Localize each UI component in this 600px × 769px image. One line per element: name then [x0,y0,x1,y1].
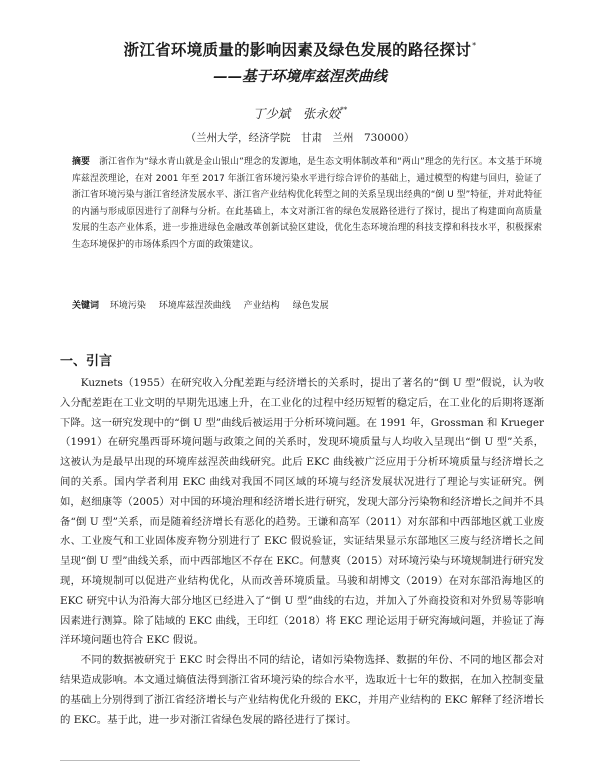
keywords-label: 关键词 [72,301,100,311]
affiliation: （兰州大学，经济学院 甘肃 兰州 730000） [185,132,415,144]
keyword: 环境库兹涅茨曲线 [158,301,231,311]
body-text [60,374,544,730]
keyword: 绿色发展 [292,301,329,311]
paper-title [0,38,600,60]
title-footnote-mark: * [472,41,477,50]
author-names: 丁少斌 张永姣 [252,106,341,121]
keyword: 环境污染 [109,301,146,311]
paragraph: Kuznets（1955）在研究收入分配差距与经济增长的关系时，提出了著名的“倒 U 型”假说，认为收入分配差距在工业文明的早期先迅速上升，在工业化的过程中经历短暂的稳定后，在工业化的后期将逐渐下降。这一研究发现中的“倒 U 型”曲线后被运用于分析环境问题。在 1991 年，Grossman 和 Krueger（1991）在研究墨西哥环境问题与政策之间的关系时，发现环境质量与人均收入呈现出“倒 U 型”关系，这被认为是最早出现的环境库兹涅茨曲线研究。此后 EKC 曲线被广泛应用于分析环境质量与经济增长之间的关系。国内学者利用 EKC 曲线对我国不同区域的环境与经济发展状况进行了理论与实证研究。例如，赵细康等（2005）对中国的环境治理和经济增长进行研究，发现大部分污染物和经济增长之间并不具备“倒 U 型”关系，而是随着经济增长有恶化的趋势。王谦和高军（2011）对东部和中西部地区就工业废水、工业废气和工业固体废弃物分别进行了 EKC 假说验证，实证结果显示东部地区三废与经济增长之间呈现“倒 U 型”曲线关系，而中西部地区不存在 EKC。何慧爽（2015）对环境污染与环境规制进行研究发现，环境规制可以促进产业结构优化，从而改善环境质量。马骏和胡博文（2019）在对东部沿海地区的 EKC 研究中认为沿海大部分地区已经进入了“倒 U 型”曲线的右边，并加入了外商投资和对外贸易等影响因素进行测算。除了陆域的 EKC 曲线，王印红（2018）将 EKC 理论运用于研究海域问题，并验证了海洋环境问题也符合 EKC 假说。 [60,377,545,647]
keyword: 产业结构 [243,301,280,311]
footnote-divider [60,760,360,761]
paragraph: 不同的数据被研究于 EKC 时会得出不同的结论，诸如污染物选择、数据的年份、不同的地区都会对结果造成影响。本文通过熵值法得到浙江省环境污染的综合水平，选取近十七年的数据，在加入控制变量的基础上分别得到了浙江省经济增长与产业结构优化升级的 EKC，并用产业结构的 EKC 解释了经济增长的 EKC。基于此，进一步对浙江省绿色发展的路径进行了探讨。 [60,654,544,726]
author-line [0,104,600,122]
abstract [72,154,542,253]
abstract-text: 浙江省作为“绿水青山就是金山银山”理念的发源地，是生态文明体制改革和“两山”理念的先行区。本文基于环境库兹涅茨理论，在对 2001 年至 2017 年浙江省环境污染水平进行综合评价的基础上，通过模型的构建与回归，验证了浙江省环境污染与浙江省经济发展水平、浙江省产业结构优化转型之间的关系呈现出经典的“倒 U 型”特征，并对此特征的内涵与形成原因进行了剖释与分析。在此基础上，本文对浙江省的绿色发展路径进行了探讨，提出了构建面向高质量发展的生态产业体系，进一步推进绿色金融改革创新试验区建设，优化生态环境治理的科技支撑和科技水平，积极探索生态环境保护的市场体系四个方面的政策建议。 [72,157,542,250]
abstract-label: 摘要 [72,157,91,167]
section-heading: 一、引言 [60,354,113,369]
author-footnote-mark: ** [340,106,348,114]
title-text: 浙江省环境质量的影响因素及绿色发展的路径探讨 [123,41,472,59]
keywords [72,298,542,311]
paper-subtitle: ——基于环境库兹涅茨曲线 [213,68,387,85]
